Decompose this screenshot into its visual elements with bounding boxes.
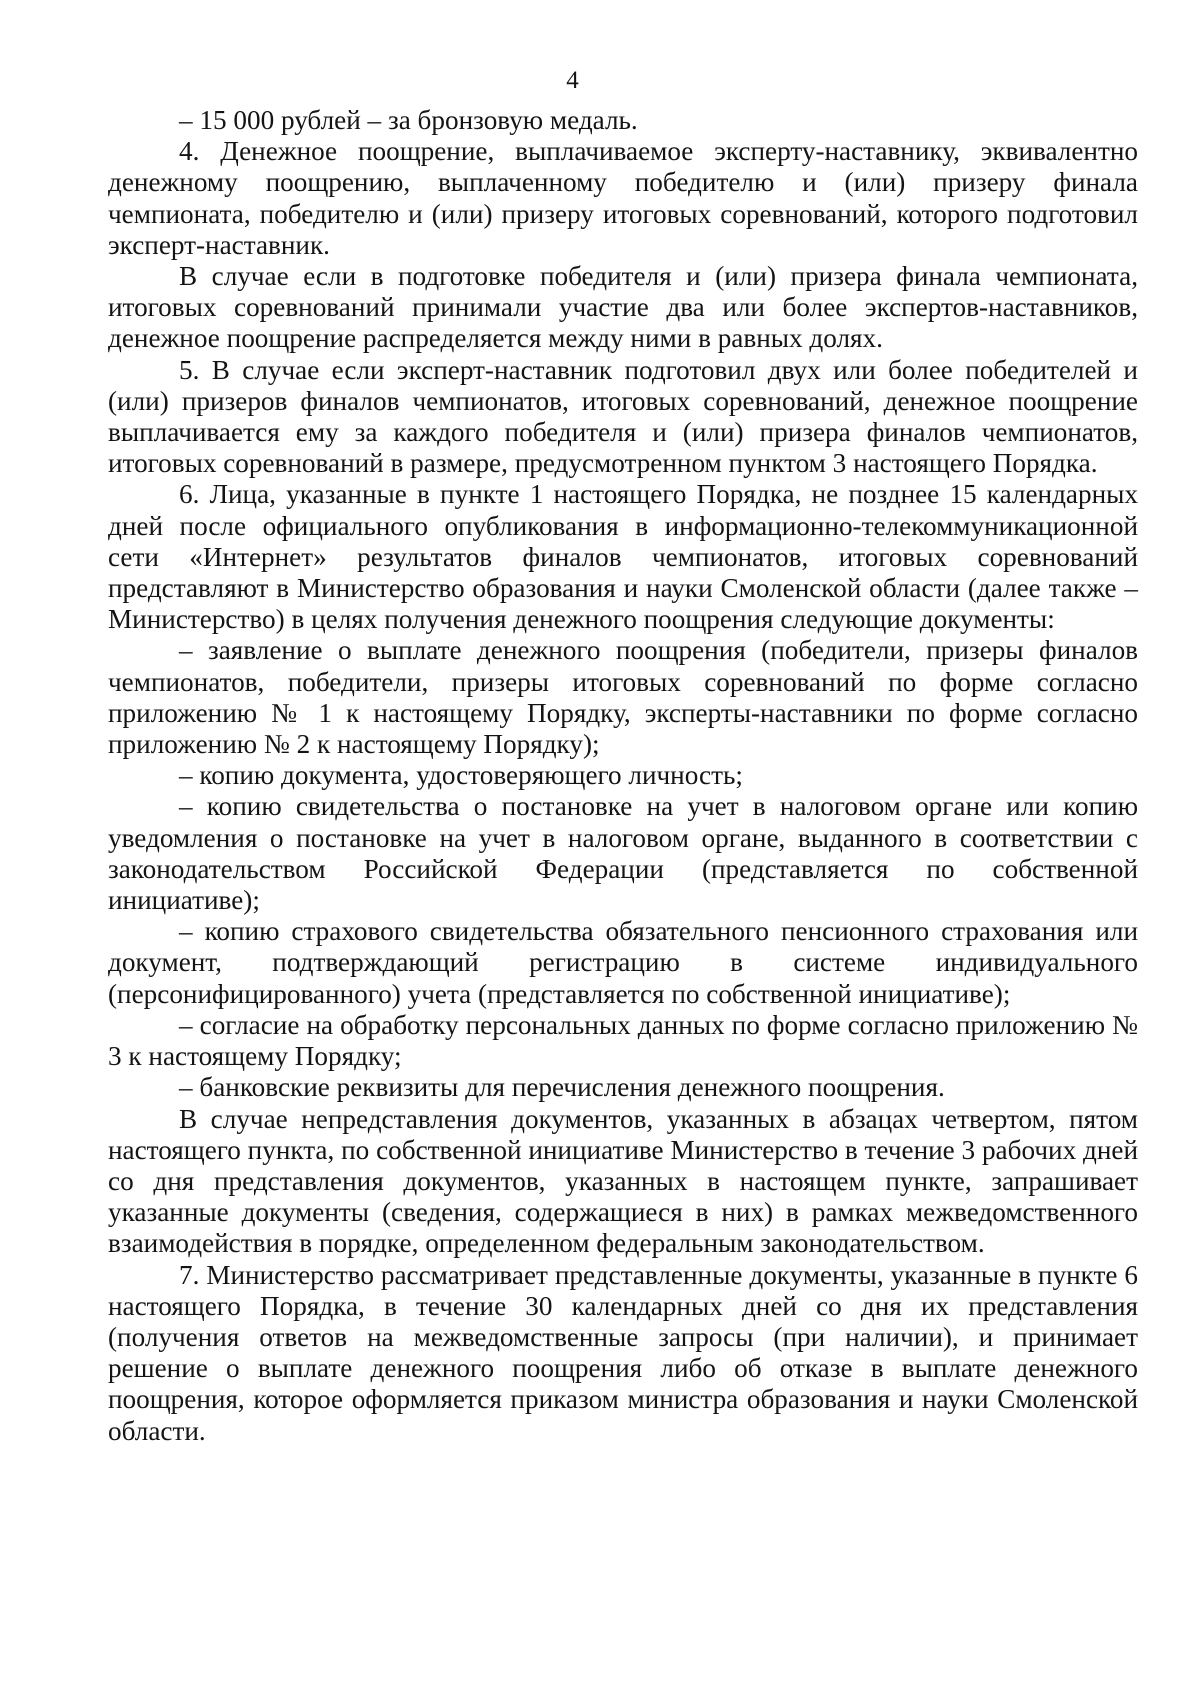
list-item-tax-certificate: – копию свидетельства о постановке на учет в налоговом органе или копию уведомления о постановке на учет в налоговом органе, выданного в соответствии с законодательством Российской Федерации (представляется по собственной инициативе); xyxy=(108,791,1138,916)
paragraph-item-4-distribution: В случае если в подготовке победителя и (или) призера финала чемпионата, итоговых соревнований принимали участие два или более экспертов-наставников, денежное поощрение распределяется между ними в равных долях. xyxy=(108,261,1138,354)
list-item-bank-details: – банковские реквизиты для перечисления денежного поощрения. xyxy=(179,1072,945,1103)
list-item-application: – заявление о выплате денежного поощрения (победители, призеры финалов чемпионатов, победители, призеры итоговых соревнований по форме согласно приложению № 1 к настоящему Порядку, эксперты-наставники по форме согласно приложению № 2 к настоящему Порядку); xyxy=(108,635,1138,760)
paragraph-bronze-medal: – 15 000 рублей – за бронзовую медаль. xyxy=(179,105,638,135)
paragraph-item-5: 5. В случае если эксперт-наставник подготовил двух или более победителей и (или) призеров финалов чемпионатов, итоговых соревнований, денежное поощрение выплачивается ему за каждого победителя и (или) призера финалов чемпионатов, итоговых соревнований в размере, предусмотренном пунктом 3 настоящего Порядка. xyxy=(108,354,1138,479)
paragraph-item-4: 4. Денежное поощрение, выплачиваемое эксперту-наставнику, эквивалентно денежному поощрению, выплаченному победителю и (или) призеру финала чемпионата, победителю и (или) призеру итоговых соревнований, которого подготовил эксперт-наставник. xyxy=(108,136,1138,260)
paragraph-item-6-interagency: В случае непредставления документов, указанных в абзацах четвертом, пятом настоящего пункта, по собственной инициативе Министерство в течение 3 рабочих дней со дня представления документов, указанных в настоящем пункте, запрашивает указанные документы (сведения, содержащиеся в них) в рамках межведомственного взаимодействия в порядке, определенном федеральным законодательством. xyxy=(108,1103,1138,1259)
list-item-pension-certificate: – копию страхового свидетельства обязательного пенсионного страхования или документ, подтверждающий регистрацию в системе индивидуального (персонифицированного) учета (представляется по собственной инициативе); xyxy=(108,916,1138,1009)
document-body xyxy=(108,105,1138,1447)
list-item-identity-document: – копию документа, удостоверяющего личность; xyxy=(179,760,743,791)
paragraph-item-7: 7. Министерство рассматривает представленные документы, указанные в пункте 6 настоящего Порядка, в течение 30 календарных дней со дня их представления (получения ответов на межведомственные запросы (при наличии), и принимает решение о выплате денежного поощрения либо об отказе в выплате денежного поощрения, которое оформляется приказом министра образования и науки Смоленской области. xyxy=(108,1259,1138,1446)
page-number: 4 xyxy=(566,67,579,94)
paragraph-item-6: 6. Лица, указанные в пункте 1 настоящего Порядка, не позднее 15 календарных дней после официального опубликования в информационно-телекоммуникационной сети «Интернет» результатов финалов чемпионатов, итоговых соревнований представляют в Министерство образования и науки Смоленской области (далее также – Министерство) в целях получения денежного поощрения следующие документы: xyxy=(108,479,1138,635)
list-item-personal-data-consent: – согласие на обработку персональных данных по форме согласно приложению № 3 к настоящему Порядку; xyxy=(108,1009,1138,1072)
